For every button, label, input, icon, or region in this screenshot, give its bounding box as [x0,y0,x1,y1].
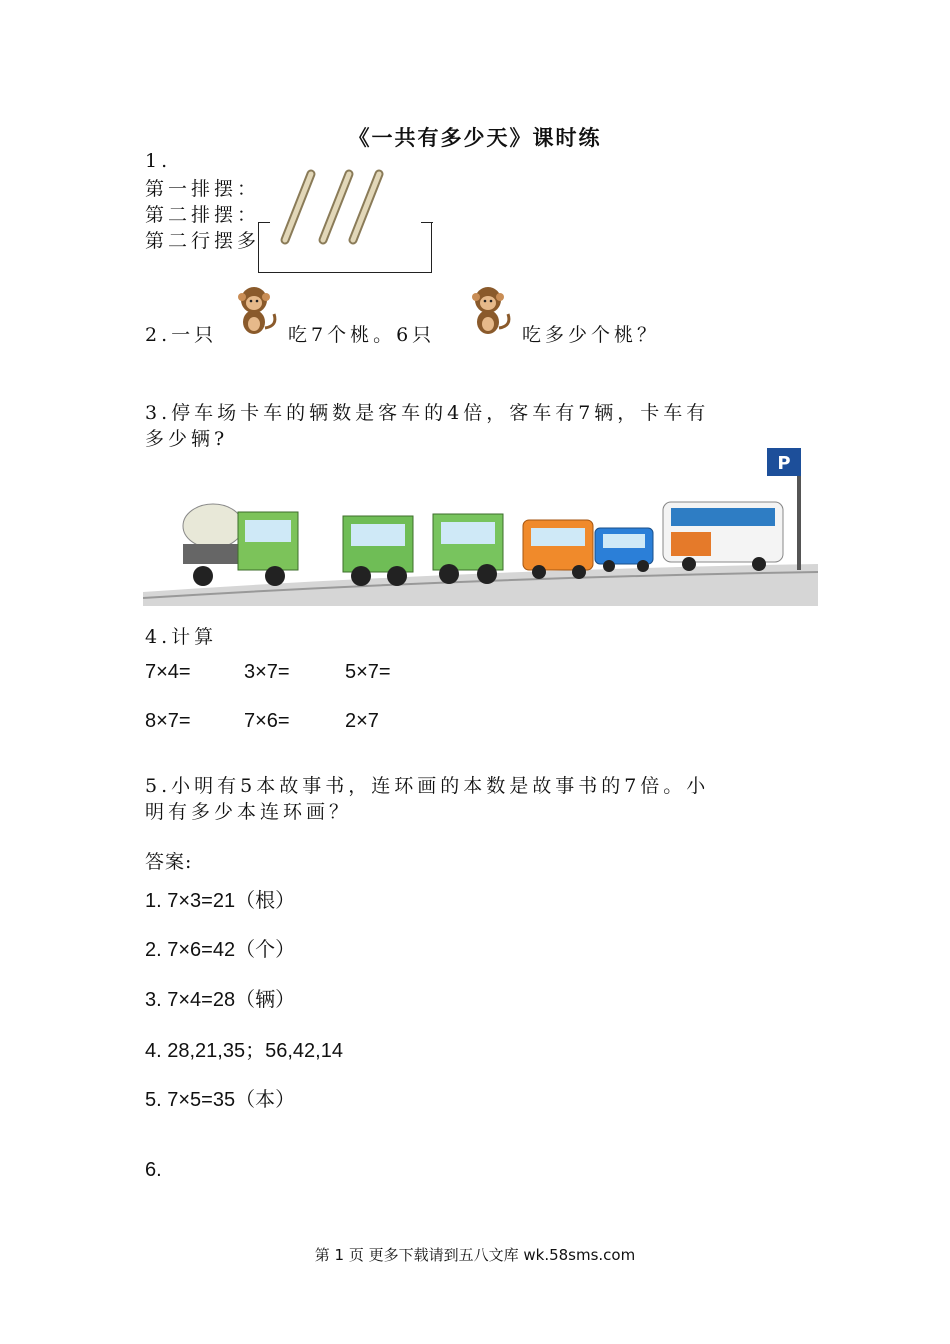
q4-row1-item1: 7×4= [145,661,191,683]
answer-5: 5. 7×5=35（本） [145,1089,296,1111]
q2-part2: 吃7个桃。6只 [288,324,436,346]
answer-6: 6. [145,1159,162,1181]
coach-bus [663,502,783,571]
blue-van [595,528,653,572]
q5-line1: 5.小明有5本故事书，连环画的本数是故事书的7倍。小 [145,775,710,797]
q4-row2-item3: 2×7 [345,710,379,732]
q5-line2: 明有多少本连环画？ [145,801,353,823]
q1-number: 1. [145,150,172,172]
q4-row1-item3: 5×7= [345,661,391,683]
q2-part3: 吃多少个桃？ [522,324,661,346]
answers-heading: 答案: [145,851,193,873]
q1-line3: 第二行摆多 [145,230,261,252]
page-title: 《一共有多少天》课时练 [348,125,602,150]
answer-3: 3. 7×4=28（辆） [145,989,296,1011]
q4-row1-item2: 3×7= [244,661,290,683]
monkey-icon [228,282,282,338]
q2-part1: 2.一只 [145,324,218,346]
answer-4: 4. 28,21,35；56,42,14 [145,1040,343,1062]
mixer-truck [183,504,298,586]
parking-sign-label: P [777,453,791,474]
monkey-icon [462,282,516,338]
q4-heading: 4.计算 [145,626,218,648]
parking-pole [797,466,801,570]
answer-2: 2. 7×6=42（个） [145,939,296,961]
parking-lot-image [143,446,818,606]
q3-line1: 3.停车场卡车的辆数是客车的4倍，客车有7辆，卡车有 [145,402,710,424]
q3-line2: 多少辆? [145,428,229,450]
truck-3 [433,514,503,584]
q4-row2-item1: 8×7= [145,710,191,732]
answer-1: 1. 7×3=21（根） [145,890,296,912]
q1-line1: 第一排摆： [145,178,261,200]
brace-bracket [258,222,432,273]
page-footer: 第 1 页 更多下载请到五八文库 wk.58sms.com [314,1246,636,1264]
q1-line2: 第二排摆： [145,204,261,226]
q4-row2-item2: 7×6= [244,710,290,732]
truck-2 [343,516,413,586]
orange-bus [523,520,593,579]
